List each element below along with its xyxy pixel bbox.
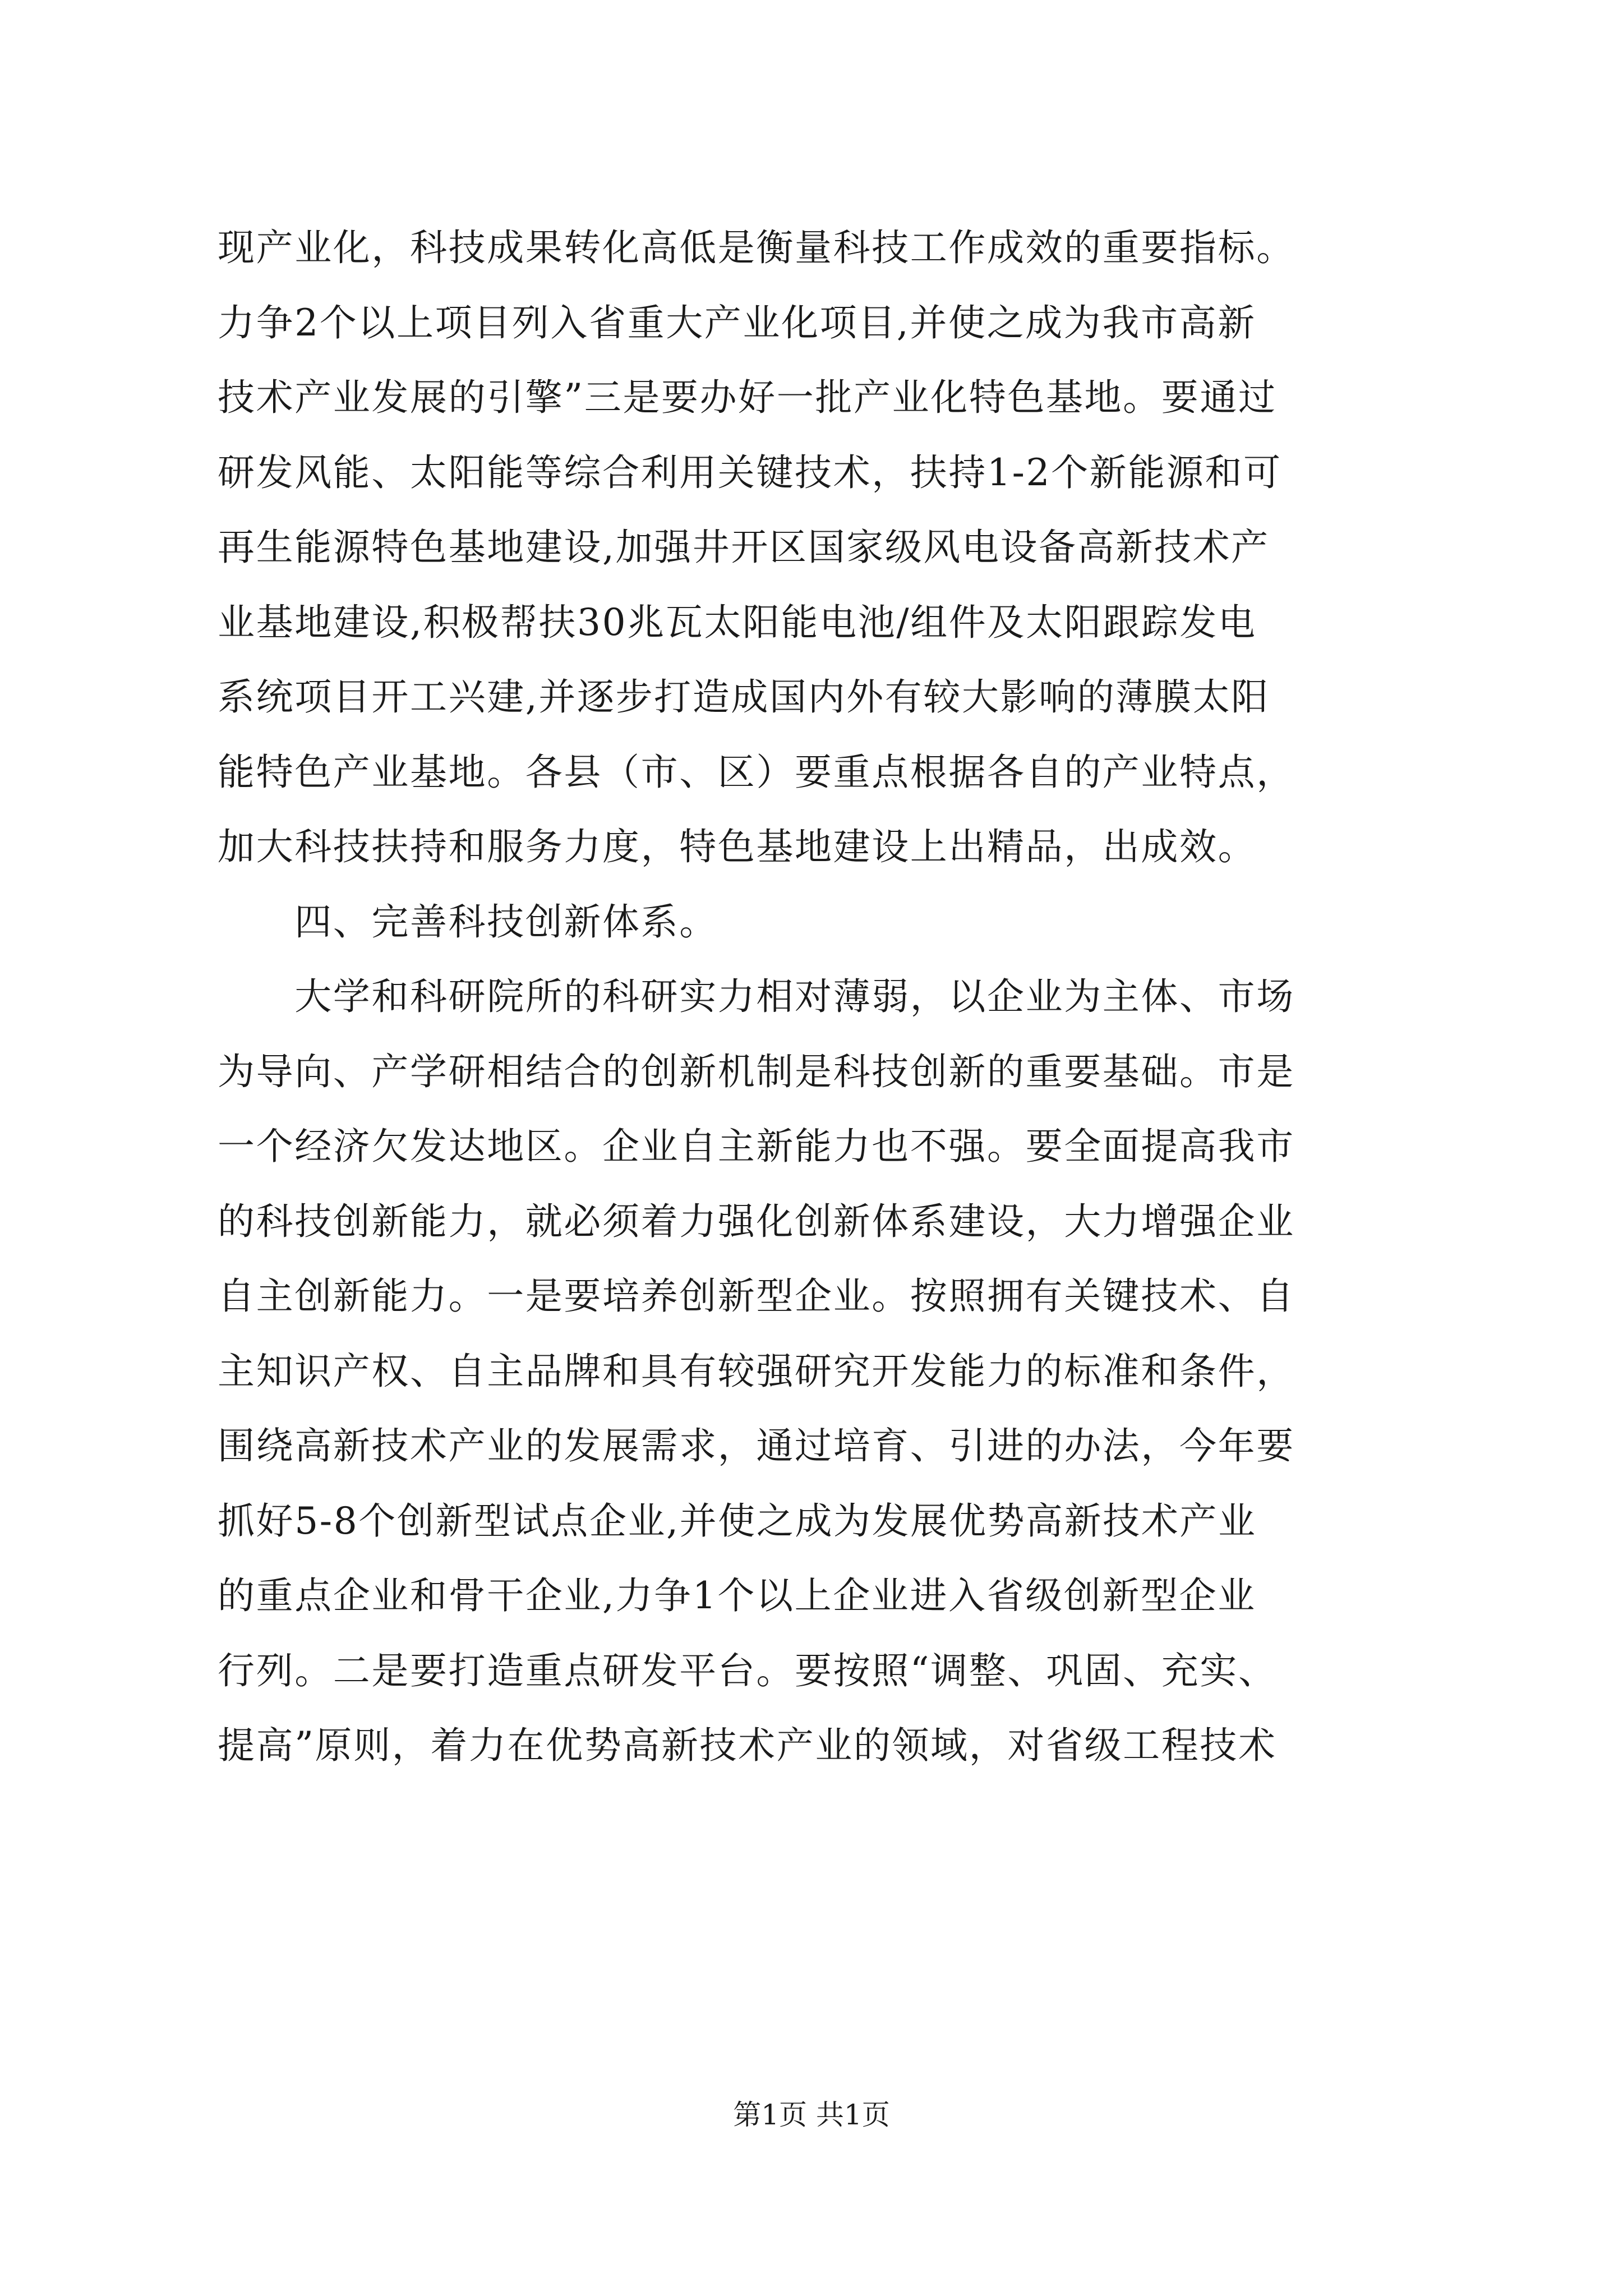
text-line-1: 现产业化，科技成果转化高低是衡量科技工作成效的重要指标。 [218, 226, 1295, 269]
body-text [218, 210, 1423, 1783]
text-line-14: 的科技创新能力，就必须着力强化创新体系建设，大力增强企业 [218, 1199, 1295, 1243]
text-line-7: 系统项目开工兴建,并逐步打造成国内外有较大影响的薄膜太阳 [218, 675, 1270, 719]
section-heading: 四、完善科技创新体系。 [218, 900, 718, 944]
text-line-11: 大学和科研院所的科研实力相对薄弱，以企业为主体、市场 [218, 975, 1295, 1018]
page-number-label: 第1页 共1页 [733, 2099, 890, 2131]
text-line-4: 研发风能、太阳能等综合利用关键技术，扶持1-2个新能源和可 [218, 450, 1282, 494]
text-line-19: 的重点企业和骨干企业,力争1个以上企业进入省级创新型企业 [218, 1574, 1256, 1617]
text-line-8: 能特色产业基地。各县（市、区）要重点根据各自的产业特点， [218, 750, 1295, 794]
text-line-5: 再生能源特色基地建设,加强井开区国家级风电设备高新技术产 [218, 526, 1270, 569]
text-line-3: 技术产业发展的引擎”三是要办好一批产业化特色基地。要通过 [218, 376, 1277, 419]
text-line-15: 自主创新能力。一是要培养创新型企业。按照拥有关键技术、自 [218, 1274, 1295, 1318]
text-line-16: 主知识产权、自主品牌和具有较强研究开发能力的标准和条件， [218, 1349, 1295, 1393]
text-line-17: 围绕高新技术产业的发展需求，通过培育、引进的办法，今年要 [218, 1424, 1295, 1467]
text-line-9: 加大科技扶持和服务力度，特色基地建设上出精品，出成效。 [218, 825, 1257, 868]
text-line-2: 力争2个以上项目列入省重大产业化项目,并使之成为我市高新 [218, 301, 1256, 344]
text-line-18: 抓好5-8个创新型试点企业,并使之成为发展优势高新技术产业 [218, 1499, 1257, 1543]
text-line-12: 为导向、产学研相结合的创新机制是科技创新的重要基础。市是 [218, 1050, 1295, 1093]
text-line-21: 提高”原则，着力在优势高新技术产业的领域，对省级工程技术 [218, 1724, 1277, 1767]
text-line-20: 行列。二是要打造重点研发平台。要按照“调整、巩固、充实、 [218, 1649, 1277, 1692]
page-footer [0, 2095, 1623, 2134]
text-line-6: 业基地建设,积极帮扶30兆瓦太阳能电池/组件及太阳跟踪发电 [218, 600, 1257, 644]
text-line-13: 一个经济欠发达地区。企业自主新能力也不强。要全面提高我市 [218, 1125, 1295, 1168]
